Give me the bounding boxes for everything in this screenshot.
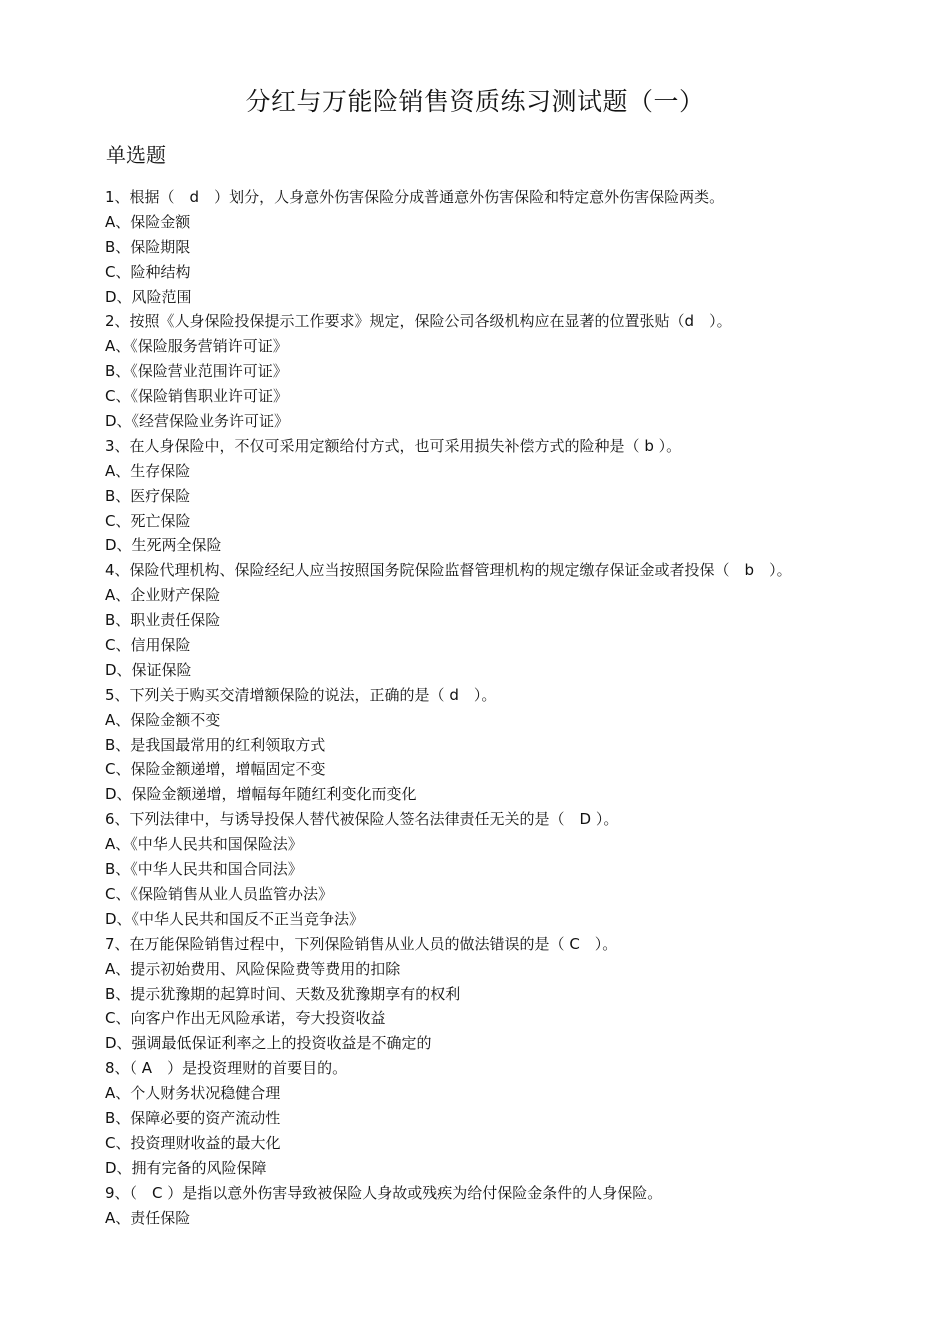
answer-option: B、职业责任保险: [105, 611, 221, 630]
question-stem: 1、根据（ d ）划分，人身意外伤害保险分成普通意外伤害保险和特定意外伤害保险两类。: [105, 188, 725, 206]
answer-option: B、保险期限: [105, 237, 191, 256]
answer-option: A、《中华人民共和国保险法》: [105, 835, 303, 854]
answer-option: A、提示初始费用、风险保险费等费用的扣除: [105, 959, 401, 978]
answer-option: A、企业财产保险: [105, 586, 221, 605]
question-stem: 7、在万能保险销售过程中，下列保险销售从业人员的做法错误的是（ C ）。: [105, 934, 618, 953]
answer-option: A、保险金额不变: [105, 710, 221, 729]
answer-option: B、提示犹豫期的起算时间、天数及犹豫期享有的权利: [105, 984, 461, 1003]
answer-option: D、风险范围: [105, 287, 192, 306]
answer-option: C、《保险销售从业人员监管办法》: [105, 884, 333, 903]
question-stem: 2、按照《人身保险投保提示工作要求》规定，保险公司各级机构应在显著的位置张贴（d ）。: [105, 312, 732, 331]
answer-option: D、强调最低保证利率之上的投资收益是不确定的: [105, 1034, 432, 1053]
answer-option: D、《经营保险业务许可证》: [105, 412, 290, 431]
answer-option: C、向客户作出无风险承诺，夸大投资收益: [105, 1009, 386, 1028]
answer-option: B、《保险营业范围许可证》: [105, 362, 288, 381]
answer-option: C、《保险销售职业许可证》: [105, 387, 288, 406]
answer-option: D、《中华人民共和国反不正当竞争法》: [105, 909, 365, 928]
answer-option: B、《中华人民共和国合同法》: [105, 860, 303, 879]
answer-option: B、是我国最常用的红利领取方式: [105, 735, 326, 754]
question-stem: 9、（ C ）是指以意外伤害导致被保险人身故或残疾为给付保险金条件的人身保险。: [105, 1183, 663, 1202]
question-stem: 3、在人身保险中，不仅可采用定额给付方式，也可采用损失补偿方式的险种是（ b ）。: [105, 436, 682, 455]
answer-option: C、保险金额递增，增幅固定不变: [105, 760, 326, 779]
question-list: [105, 185, 905, 1230]
answer-option: A、个人财务状况稳健合理: [105, 1084, 281, 1103]
answer-option: C、险种结构: [105, 262, 191, 281]
section-heading: 单选题: [106, 143, 166, 167]
answer-option: B、医疗保险: [105, 486, 191, 505]
question-stem: 4、保险代理机构、保险经纪人应当按照国务院保险监督管理机构的规定缴存保证金或者投保（ b ）。: [105, 561, 792, 580]
answer-option: D、保证保险: [105, 660, 192, 679]
answer-option: D、保险金额递增，增幅每年随红利变化而变化: [105, 785, 417, 804]
answer-option: D、拥有完备的风险保障: [105, 1158, 267, 1177]
answer-option: A、《保险服务营销许可证》: [105, 337, 288, 356]
answer-option: A、生存保险: [105, 461, 191, 480]
answer-option: D、生死两全保险: [105, 536, 222, 555]
answer-option: C、信用保险: [105, 636, 191, 655]
answer-option: C、死亡保险: [105, 511, 191, 530]
question-stem: 8、（ A ）是投资理财的首要目的。: [105, 1059, 348, 1078]
answer-option: B、保障必要的资产流动性: [105, 1108, 281, 1127]
answer-option: A、责任保险: [105, 1208, 191, 1227]
document-title: 分红与万能险销售资质练习测试题（一）: [245, 87, 705, 116]
question-stem: 6、下列法律中，与诱导投保人替代被保险人签名法律责任无关的是（ D ）。: [105, 810, 619, 829]
answer-option: A、保险金额: [105, 212, 191, 231]
question-stem: 5、下列关于购买交清增额保险的说法，正确的是（ d ）。: [105, 685, 497, 704]
answer-option: C、投资理财收益的最大化: [105, 1133, 281, 1152]
